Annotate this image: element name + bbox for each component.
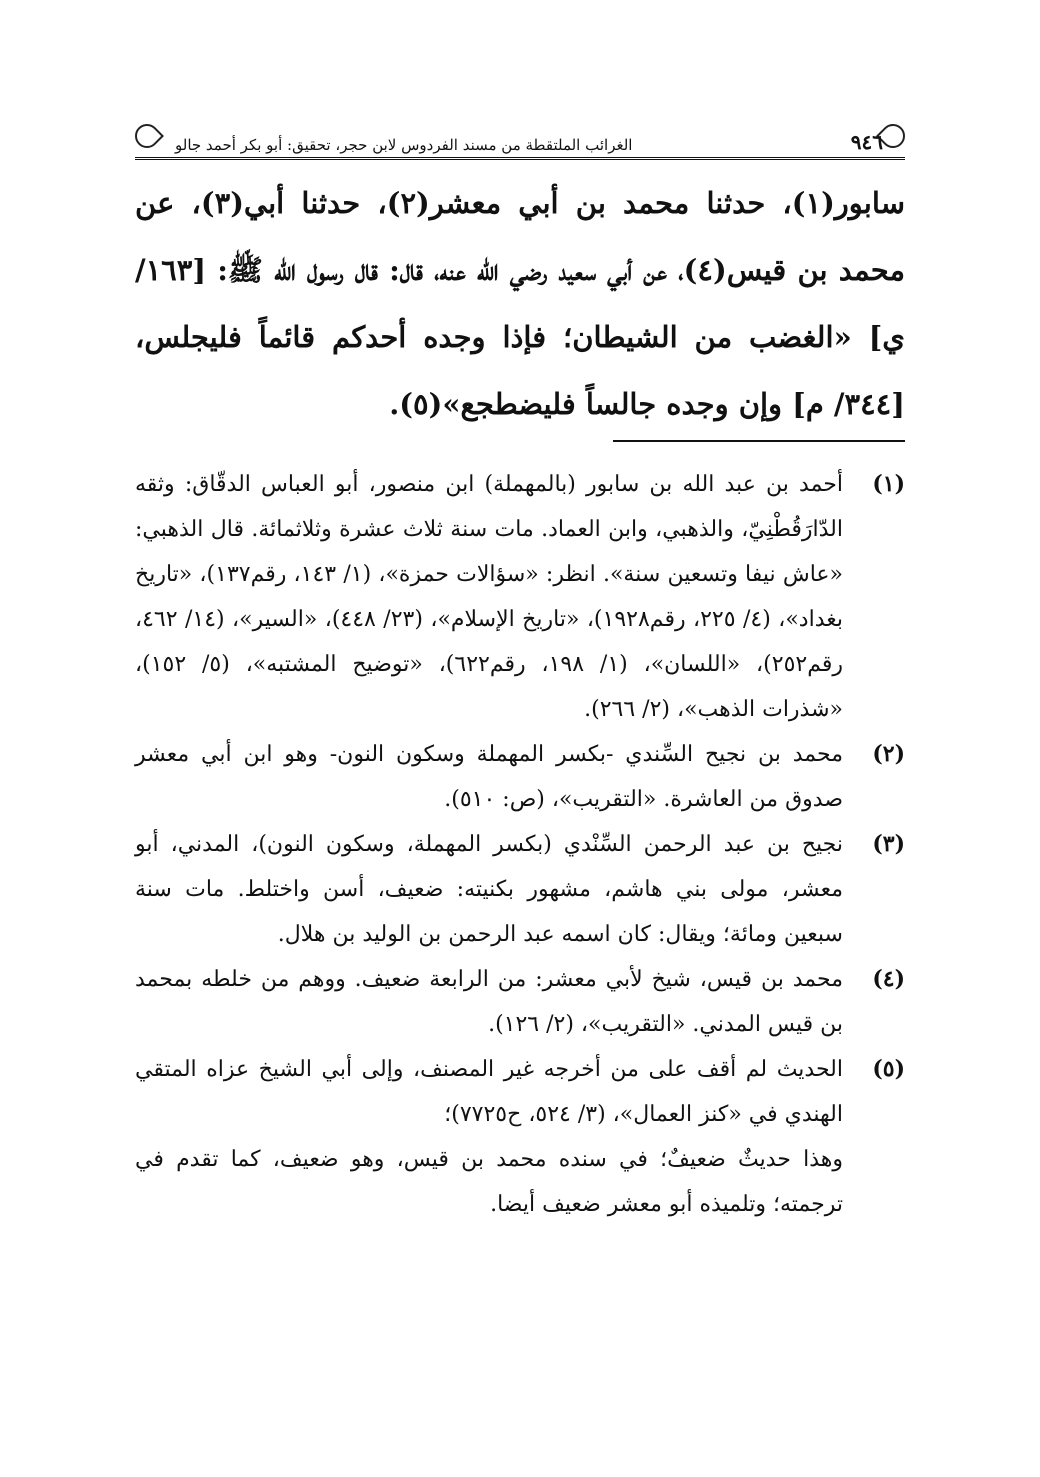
footnote-number: (١) [872,471,905,497]
footnote-number: (٤) [872,966,905,992]
footnote-text [135,957,843,1047]
footnote [135,822,905,957]
footnote-text [135,822,843,957]
footnote-paragraph: محمد بن نجيح السِّندي -بكسر المهملة وسكون النون- وهو ابن أبي معشر صدوق من العاشرة. «التقريب»، (ص: ٥١٠). [135,742,843,812]
header-rule [135,157,905,160]
page-number: ٩٤٦ [850,130,883,154]
footnote-number: (٥) [872,1056,905,1082]
footnote [135,1047,905,1227]
footnote-paragraph: أحمد بن عبد الله بن سابور (بالمهملة) ابن منصور، أبو العباس الدقّاق: وثقه الدّارَقُطْنِيّ، والذهبي، وابن العماد. مات سنة ثلاث عشرة وثلاثمائة. قال الذهبي: «عاش نيفا وتسعين سنة». انظر: «سؤالات حمزة»، (١/ ١٤٣، رقم١٣٧)، «تاريخ بغداد»، (٤/ ٢٢٥، رقم١٩٢٨)، «تاريخ الإسلام»، (٢٣/ ٤٤٨)، «السير»، (١٤/ ٤٦٢، رقم٢٥٢)، «اللسان»، (١/ ١٩٨، رقم٦٢٢)، «توضيح المشتبه»، (٥/ ١٥٢)، «شذرات الذهب»، (٢/ ٢٦٦). [135,472,843,722]
footnote-number: (٢) [872,741,905,767]
footnote-text [135,1047,843,1227]
main-text [135,170,905,438]
footnote-paragraph: الحديث لم أقف على من أخرجه غير المصنف، وإلى أبي الشيخ عزاه المتقي الهندي في «كنز العمال»، (٣/ ٥٢٤، ح٧٧٢٥)؛ [135,1057,843,1127]
footnote-paragraph: نجيح بن عبد الرحمن السِّنْدي (بكسر المهملة، وسكون النون)، المدني، أبو معشر، مولى بني هاشم، مشهور بكنيته: ضعيف، أسن واختلط. مات سنة سبعين ومائة؛ ويقال: كان اسمه عبد الرحمن بن الوليد بن هلال. [135,832,843,947]
footnotes [135,462,905,1227]
footnote-paragraph: وهذا حديثٌ ضعيفٌ؛ في سنده محمد بن قيس، وهو ضعيف، كما تقدم في ترجمته؛ وتلميذه أبو معشر ضعيف أيضا. [135,1147,843,1217]
footnote-text [135,462,843,732]
footnote [135,462,905,732]
footnote-text [135,732,843,822]
footnote [135,957,905,1047]
footnote-paragraph: محمد بن قيس، شيخ لأبي معشر: من الرابعة ضعيف. ووهم من خلطه بمحمد بن قيس المدني. «التقريب»، (٢/ ١٢٦). [135,967,843,1037]
page-header [135,118,905,154]
running-title: الغرائب الملتقطة من مسند الفردوس لابن حجر، تحقيق: أبو بكر أحمد جالو [175,136,633,154]
footnote-separator [613,440,905,442]
footnote [135,732,905,822]
main-paragraph: سابور(١)، حدثنا محمد بن أبي معشر(٢)، حدثنا أبي(٣)، عن محمد بن قيس(٤)، عن أبي سعيد رضي الله عنه، قال: قال رسول الله ﷺ: [١٦٣/ ي] «الغضب من الشيطان؛ فإذا وجده أحدكم قائماً فليجلس، [٣٤٤/ م] وإن وجده جالساً فليضطجع»(٥). [135,186,906,421]
footnote-number: (٣) [872,831,905,857]
